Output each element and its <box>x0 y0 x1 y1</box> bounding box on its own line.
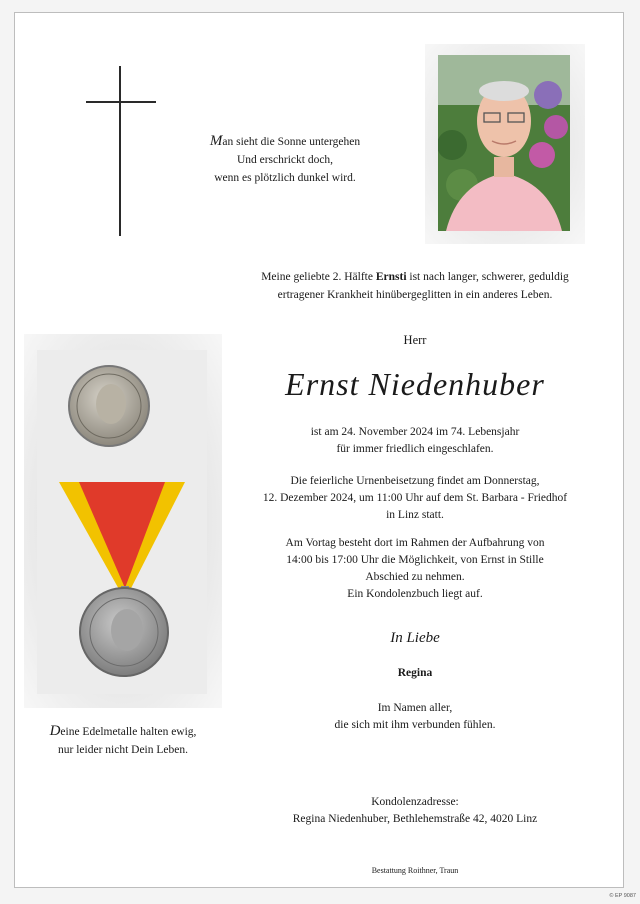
medals-image <box>37 350 207 694</box>
on-behalf-text: Im Namen aller, die sich mit ihm verbunden fühlen. <box>334 702 496 731</box>
undertaker-credit: Bestattung Roithner, Traun <box>371 866 459 875</box>
cross-icon <box>119 66 121 236</box>
condolence-address <box>225 794 605 828</box>
viewing-details: Am Vortag besteht dort im Rahmen der Aufbahrung von 14:00 bis 17:00 Uhr die Möglichkeit, von Ernst in Stille Abschied zu nehmen. Ein Kondolenzbuch liegt auf. <box>285 537 545 600</box>
cross-icon-bar <box>86 101 156 103</box>
opening-verse: Man sieht die Sonne untergehen Und erschrickt doch, wenn es plötzlich dunkel wird. <box>209 133 361 184</box>
print-code: © EP 9087 <box>609 893 636 899</box>
salutation: Herr <box>403 333 427 347</box>
intro-text: Meine geliebte 2. Hälfte Ernsti ist nach langer, schwerer, geduldig ertragener Krankheit hinübergeglitten in ein anderes Leben. <box>261 271 569 301</box>
mourner-name: Regina <box>397 667 433 679</box>
medal-verse: Deine Edelmetalle halten ewig, nur leider nicht Dein Leben. <box>49 723 197 756</box>
verse-initial: M <box>209 133 223 149</box>
condolence-address-line: Regina Niedenhuber, Bethlehemstraße 42, 4020 Linz <box>292 813 538 825</box>
deceased-nickname: Ernsti <box>375 271 407 283</box>
death-notice: ist am 24. November 2024 im 74. Lebensjahr für immer friedlich eingeschlafen. <box>310 426 520 455</box>
funeral-details: Die feierliche Urnenbeisetzung findet am Donnerstag, 12. Dezember 2024, um 11:00 Uhr auf dem St. Barbara - Friedhof in Linz statt. <box>262 475 568 521</box>
in-love-heading: In Liebe <box>390 630 440 646</box>
condolence-label: Kondolenzadresse: <box>371 796 459 808</box>
portrait-photo <box>438 55 570 231</box>
deceased-name: Ernst Niedenhuber <box>285 366 545 402</box>
verse-initial: D <box>49 723 61 739</box>
